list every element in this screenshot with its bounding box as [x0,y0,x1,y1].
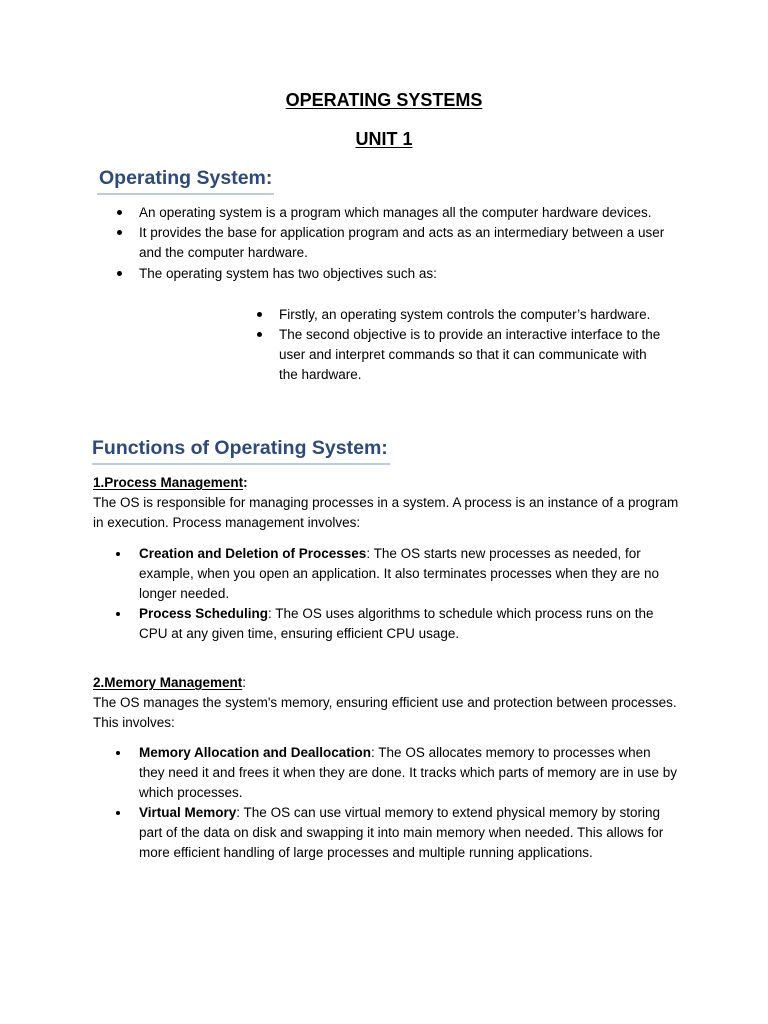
item-term: Creation and Deletion of Processes [139,546,367,561]
process-management-heading-row [93,475,248,490]
list-item: It provides the base for application program and acts as an intermediary between a user and the computer hardware. [139,223,679,263]
section-heading-functions: Functions of Operating System: [92,437,390,465]
memory-management-colon: : [242,675,247,690]
item-text: : The OS starts new processes as needed, for example, when you open an application. It also terminates processes when they are no longer needed. [139,546,660,601]
list-item: The second objective is to provide an interactive interface to the user and interpret commands so that it can communicate with the hardware. [279,325,669,385]
section-heading-operating-system: Operating System: [97,167,274,195]
unit-title: UNIT 1 [355,129,413,149]
item-term: Process Scheduling [139,606,269,621]
item-term: Memory Allocation and Deallocation [139,745,372,760]
memory-management-list [139,743,679,863]
list-item [139,544,679,604]
list-item: Firstly, an operating system controls the computer’s hardware. [279,305,669,325]
item-text: : The OS uses algorithms to schedule which process runs on the CPU at any given time, ensuring efficient CPU usage. [139,606,654,641]
list-item [139,743,679,803]
objectives-list [279,305,669,385]
item-term: Virtual Memory [139,805,237,820]
process-management-heading: 1.Process Management [93,475,244,490]
list-item [139,604,679,644]
os-bullet-list [139,203,679,284]
memory-management-heading: 2.Memory Management [93,675,243,690]
list-item: An operating system is a program which manages all the computer hardware devices. [139,203,679,223]
process-management-colon: : [243,475,248,490]
item-text: : The OS can use virtual memory to extend physical memory by storing part of the data on disk and swapping it into main memory when needed. This allows for more efficient handling of large processes and multiple running applications. [139,805,664,860]
process-management-intro: The OS is responsible for managing processes in a system. A process is an instance of a program in execution. Process management involves: [93,495,679,530]
list-item [139,803,679,863]
memory-management-heading-row [93,675,246,690]
document-title: OPERATING SYSTEMS [285,90,483,110]
item-text: : The OS allocates memory to processes when they need it and frees it when they are done. It tracks which parts of memory are in use by which processes. [139,745,678,800]
memory-management-intro: The OS manages the system's memory, ensuring efficient use and protection between processes. This involves: [93,695,677,730]
list-item: The operating system has two objectives such as: [139,264,679,284]
process-management-list [139,544,679,644]
